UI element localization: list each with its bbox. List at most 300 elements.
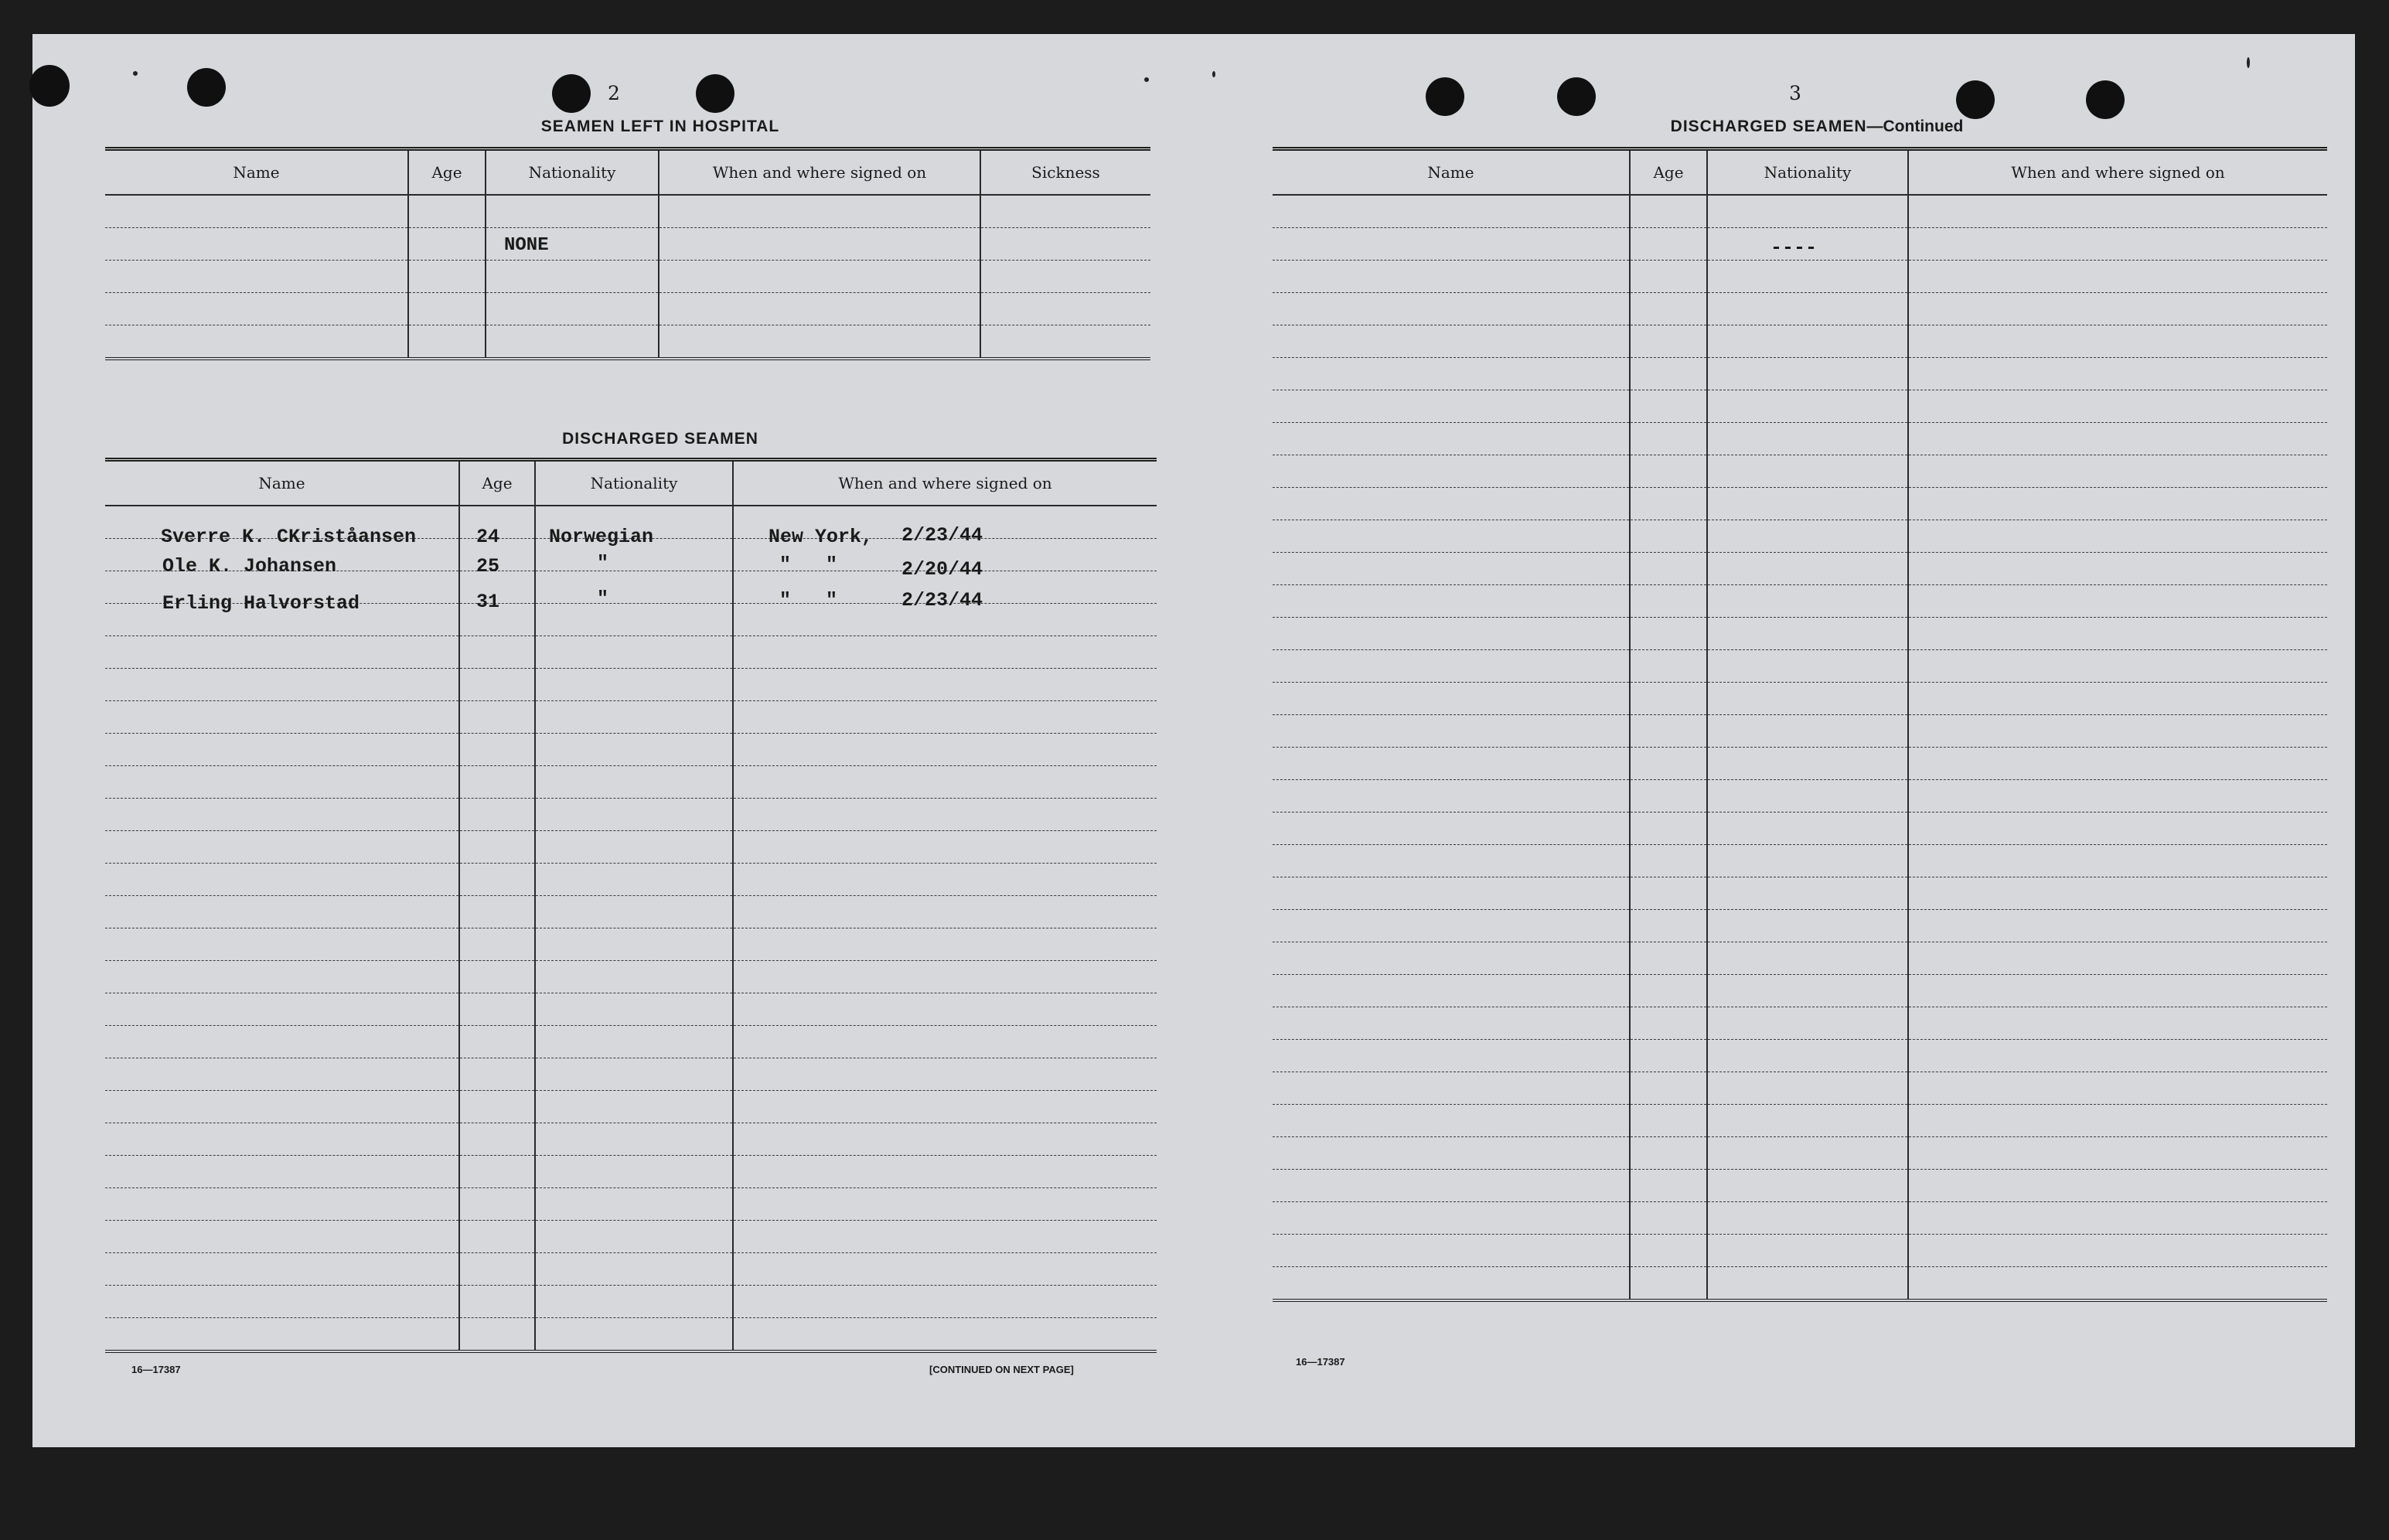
table-cell	[1707, 650, 1908, 683]
table-cell	[459, 1188, 535, 1221]
table-cell	[733, 896, 1157, 928]
table-cell	[733, 734, 1157, 766]
seaman-nationality: "	[597, 588, 609, 610]
table-row	[1273, 1235, 2327, 1267]
table-cell	[459, 799, 535, 831]
table-row	[1273, 618, 2327, 650]
table-cell	[1273, 261, 1630, 293]
table-row	[1273, 520, 2327, 553]
table-cell	[1630, 813, 1707, 845]
table-cell	[1707, 1170, 1908, 1202]
table-cell	[535, 1058, 733, 1091]
table-row	[105, 1058, 1157, 1091]
table-cell	[1273, 877, 1630, 910]
table-cell	[1630, 942, 1707, 975]
table-row	[1273, 910, 2327, 942]
table-cell	[105, 799, 459, 831]
table-row	[105, 864, 1157, 896]
table-cell	[1707, 845, 1908, 877]
table-cell	[105, 896, 459, 928]
col-header-nationality: Nationality	[1707, 149, 1908, 196]
table-cell	[733, 831, 1157, 864]
table-cell	[1273, 520, 1630, 553]
table-cell	[733, 864, 1157, 896]
table-cell	[1630, 1105, 1707, 1137]
table-cell	[1908, 261, 2327, 293]
seaman-age: 25	[476, 555, 500, 578]
table-cell	[1273, 195, 1630, 228]
table-row	[105, 293, 1150, 325]
col-header-sickness: Sickness	[980, 149, 1150, 196]
table-cell	[105, 1286, 459, 1318]
seaman-date: 2/23/44	[901, 524, 983, 547]
continued-note: [CONTINUED ON NEXT PAGE]	[929, 1364, 1074, 1375]
table-cell	[1273, 423, 1630, 455]
table-cell	[535, 636, 733, 669]
table-cell	[105, 1318, 459, 1352]
seaman-date: 2/23/44	[901, 589, 983, 612]
punch-hole	[552, 74, 591, 113]
table-cell	[1707, 942, 1908, 975]
table-cell	[1707, 488, 1908, 520]
discharged-title: DISCHARGED SEAMEN	[562, 430, 758, 448]
table-cell	[1707, 683, 1908, 715]
table-cell	[1630, 650, 1707, 683]
table-cell	[535, 799, 733, 831]
table-row	[105, 1156, 1157, 1188]
table-cell	[733, 993, 1157, 1026]
table-cell	[1273, 1235, 1630, 1267]
table-cell	[459, 1026, 535, 1058]
page-number-left: 2	[608, 82, 620, 104]
table-cell	[1630, 1137, 1707, 1170]
table-row	[1273, 748, 2327, 780]
table-row	[105, 325, 1150, 359]
table-cell	[733, 1253, 1157, 1286]
table-row	[105, 896, 1157, 928]
table-cell	[459, 1286, 535, 1318]
table-cell	[1908, 975, 2327, 1007]
table-cell	[105, 1123, 459, 1156]
table-cell	[1630, 975, 1707, 1007]
table-cell	[459, 961, 535, 993]
table-row	[1273, 390, 2327, 423]
table-cell	[1908, 423, 2327, 455]
table-cell	[1630, 715, 1707, 748]
table-cell	[1908, 845, 2327, 877]
table-cell	[105, 1221, 459, 1253]
table-cell	[105, 993, 459, 1026]
table-cell	[1273, 390, 1630, 423]
table-cell	[1630, 845, 1707, 877]
table-cell	[459, 766, 535, 799]
seaman-nationality: "	[597, 552, 609, 574]
table-cell	[105, 1188, 459, 1221]
table-cell	[1707, 293, 1908, 325]
table-cell	[1707, 748, 1908, 780]
table-cell	[1707, 325, 1908, 358]
table-cell	[1630, 228, 1707, 261]
table-cell	[535, 669, 733, 701]
table-cell	[105, 701, 459, 734]
table-cell	[1273, 813, 1630, 845]
table-cell	[459, 1123, 535, 1156]
table-row	[1273, 553, 2327, 585]
table-cell	[1630, 748, 1707, 780]
table-cell	[733, 1058, 1157, 1091]
hospital-none-entry: NONE	[504, 235, 549, 256]
table-cell	[1273, 910, 1630, 942]
table-cell	[1630, 261, 1707, 293]
table-row	[105, 799, 1157, 831]
table-cell	[1707, 780, 1908, 813]
table-cell	[459, 734, 535, 766]
table-cell	[733, 799, 1157, 831]
table-cell	[1273, 293, 1630, 325]
table-cell	[1908, 1137, 2327, 1170]
table-row	[1273, 942, 2327, 975]
table-cell	[1908, 1040, 2327, 1072]
table-cell	[1630, 553, 1707, 585]
seaman-place: New York,	[769, 526, 874, 548]
table-row	[1273, 1040, 2327, 1072]
table-cell	[535, 1253, 733, 1286]
discharged-continued-title	[1285, 118, 2349, 136]
table-cell	[459, 669, 535, 701]
table-cell	[1707, 1235, 1908, 1267]
table-row	[105, 961, 1157, 993]
seaman-name: Ole K. Johansen	[162, 555, 337, 578]
table-cell	[1908, 813, 2327, 845]
table-cell	[1908, 748, 2327, 780]
table-cell	[535, 864, 733, 896]
table-row	[1273, 358, 2327, 390]
table-cell	[535, 1318, 733, 1352]
table-row	[1273, 715, 2327, 748]
table-cell	[1908, 293, 2327, 325]
table-cell	[459, 636, 535, 669]
table-cell	[1707, 813, 1908, 845]
table-cell	[1273, 650, 1630, 683]
table-cell	[1273, 553, 1630, 585]
table-row	[105, 766, 1157, 799]
table-cell	[1273, 780, 1630, 813]
table-cell	[459, 864, 535, 896]
table-cell	[1273, 1170, 1630, 1202]
table-row	[105, 228, 1150, 261]
table-cell	[1707, 195, 1908, 228]
table-cell	[1273, 1007, 1630, 1040]
table-cell	[1630, 390, 1707, 423]
table-cell	[1707, 715, 1908, 748]
table-cell	[1273, 1072, 1630, 1105]
table-cell	[1630, 618, 1707, 650]
table-cell	[733, 636, 1157, 669]
table-cell	[1908, 1202, 2327, 1235]
table-cell	[1707, 585, 1908, 618]
table-row	[105, 1286, 1157, 1318]
table-cell	[1630, 780, 1707, 813]
col-header-age: Age	[1630, 149, 1707, 196]
table-cell	[535, 896, 733, 928]
table-cell	[1630, 1170, 1707, 1202]
table-cell	[459, 1156, 535, 1188]
table-row	[105, 993, 1157, 1026]
table-cell	[1630, 1267, 1707, 1301]
col-header-signed-on: When and where signed on	[659, 149, 980, 196]
table-cell	[1908, 877, 2327, 910]
punch-hole	[1426, 77, 1464, 116]
seaman-age: 24	[476, 526, 500, 548]
speck	[1212, 71, 1215, 77]
table-cell	[1908, 390, 2327, 423]
table-row	[105, 261, 1150, 293]
table-cell	[535, 1123, 733, 1156]
table-cell	[1707, 261, 1908, 293]
table-cell	[1630, 683, 1707, 715]
table-row	[105, 928, 1157, 961]
table-cell	[1707, 618, 1908, 650]
table-cell	[1707, 1202, 1908, 1235]
table-cell	[105, 831, 459, 864]
seaman-age: 31	[476, 591, 500, 613]
table-cell	[1630, 1007, 1707, 1040]
hospital-table	[105, 147, 1150, 360]
table-cell	[1273, 1040, 1630, 1072]
table-cell	[1273, 325, 1630, 358]
table-cell	[1707, 1072, 1908, 1105]
table-cell	[1630, 358, 1707, 390]
table-cell	[535, 1156, 733, 1188]
table-cell	[1707, 1267, 1908, 1301]
table-cell	[1273, 1105, 1630, 1137]
table-cell	[1908, 585, 2327, 618]
table-cell	[1273, 942, 1630, 975]
table-cell	[459, 1058, 535, 1091]
table-row	[1273, 1105, 2327, 1137]
table-cell	[733, 1026, 1157, 1058]
table-cell	[733, 961, 1157, 993]
table-row	[1273, 455, 2327, 488]
table-cell	[535, 831, 733, 864]
table-row	[1273, 683, 2327, 715]
discharged-continued-table	[1273, 147, 2327, 1302]
table-cell	[105, 1091, 459, 1123]
table-cell	[535, 928, 733, 961]
form-number-left: 16—17387	[131, 1364, 181, 1375]
table-cell	[535, 1091, 733, 1123]
table-row	[105, 831, 1157, 864]
document-sheet	[32, 34, 2355, 1447]
table-row	[1273, 261, 2327, 293]
col-header-signed-on: When and where signed on	[1908, 149, 2327, 196]
table-row	[1273, 325, 2327, 358]
seaman-nationality: Norwegian	[549, 526, 654, 548]
table-cell	[1707, 1105, 1908, 1137]
table-cell	[1630, 520, 1707, 553]
table-cell	[1707, 423, 1908, 455]
col-header-nationality: Nationality	[486, 149, 659, 196]
punch-hole	[696, 74, 734, 113]
table-cell	[459, 831, 535, 864]
table-cell	[1273, 715, 1630, 748]
col-header-age: Age	[408, 149, 486, 196]
table-cell	[1707, 390, 1908, 423]
speck	[133, 71, 138, 76]
table-cell	[1707, 553, 1908, 585]
table-row	[105, 636, 1157, 669]
seaman-name: Erling Halvorstad	[162, 592, 360, 615]
col-header-nationality: Nationality	[535, 460, 733, 506]
punch-hole	[187, 68, 226, 107]
table-cell	[459, 896, 535, 928]
table-cell	[105, 864, 459, 896]
table-row	[1273, 488, 2327, 520]
table-cell	[733, 1286, 1157, 1318]
table-row	[1273, 293, 2327, 325]
table-row	[1273, 1170, 2327, 1202]
table-cell	[459, 1221, 535, 1253]
table-cell	[1908, 455, 2327, 488]
table-cell	[1908, 488, 2327, 520]
table-cell	[1630, 455, 1707, 488]
table-cell	[1707, 520, 1908, 553]
table-cell	[1630, 877, 1707, 910]
table-cell	[1707, 877, 1908, 910]
table-cell	[1908, 715, 2327, 748]
table-cell	[1707, 455, 1908, 488]
table-cell	[1273, 1202, 1630, 1235]
table-row	[105, 1253, 1157, 1286]
table-cell	[1630, 325, 1707, 358]
table-cell	[1908, 683, 2327, 715]
table-cell	[1707, 975, 1908, 1007]
table-cell	[733, 766, 1157, 799]
table-row	[105, 701, 1157, 734]
table-cell	[1707, 910, 1908, 942]
title-continued: —Continued	[1866, 118, 1964, 135]
form-number-right: 16—17387	[1296, 1356, 1345, 1368]
table-cell	[105, 636, 459, 669]
table-cell	[1630, 195, 1707, 228]
table-cell	[733, 1091, 1157, 1123]
table-cell	[459, 1253, 535, 1286]
table-cell	[733, 1221, 1157, 1253]
table-cell	[1630, 293, 1707, 325]
table-cell	[1908, 618, 2327, 650]
table-cell	[1630, 1202, 1707, 1235]
table-cell	[459, 701, 535, 734]
punch-hole	[29, 65, 70, 107]
table-cell	[1273, 975, 1630, 1007]
table-cell	[1630, 1040, 1707, 1072]
table-row	[1273, 845, 2327, 877]
table-cell	[1908, 228, 2327, 261]
hospital-title: SEAMEN LEFT IN HOSPITAL	[540, 118, 780, 135]
table-cell	[1908, 650, 2327, 683]
table-cell	[1908, 1267, 2327, 1301]
col-header-name: Name	[105, 149, 408, 196]
table-cell	[1630, 1072, 1707, 1105]
table-cell	[733, 669, 1157, 701]
table-row	[1273, 1202, 2327, 1235]
table-cell	[733, 1188, 1157, 1221]
table-cell	[105, 669, 459, 701]
table-cell	[535, 1221, 733, 1253]
punch-hole	[1956, 80, 1995, 119]
punch-hole	[2086, 80, 2125, 119]
table-cell	[1273, 1267, 1630, 1301]
table-cell	[1908, 358, 2327, 390]
seaman-place: " "	[779, 589, 838, 612]
table-row	[1273, 1007, 2327, 1040]
table-cell	[1630, 585, 1707, 618]
table-cell	[535, 1188, 733, 1221]
table-cell	[105, 1026, 459, 1058]
table-cell	[1273, 358, 1630, 390]
table-cell	[1908, 780, 2327, 813]
col-header-age: Age	[459, 460, 535, 506]
table-cell	[1707, 358, 1908, 390]
table-cell	[459, 928, 535, 961]
table-cell	[1908, 1105, 2327, 1137]
table-cell	[535, 734, 733, 766]
table-cell	[1707, 1040, 1908, 1072]
table-cell	[1908, 195, 2327, 228]
table-cell	[1273, 228, 1630, 261]
table-cell	[733, 928, 1157, 961]
table-cell	[105, 961, 459, 993]
table-cell	[1630, 910, 1707, 942]
table-cell	[1273, 585, 1630, 618]
table-cell	[733, 1123, 1157, 1156]
table-cell	[1273, 845, 1630, 877]
table-cell	[1908, 1170, 2327, 1202]
table-cell	[1273, 455, 1630, 488]
table-cell	[733, 701, 1157, 734]
table-row	[1273, 813, 2327, 845]
table-cell	[1908, 553, 2327, 585]
table-cell	[535, 993, 733, 1026]
table-cell	[1908, 520, 2327, 553]
table-row	[1273, 1267, 2327, 1301]
table-cell	[1273, 683, 1630, 715]
table-cell	[105, 928, 459, 961]
seaman-place: " "	[779, 554, 838, 576]
table-row	[105, 669, 1157, 701]
table-cell	[1908, 1072, 2327, 1105]
table-row	[1273, 975, 2327, 1007]
table-row	[1273, 1137, 2327, 1170]
table-cell	[105, 766, 459, 799]
col-header-signed-on: When and where signed on	[733, 460, 1157, 506]
table-cell	[535, 766, 733, 799]
table-cell	[105, 734, 459, 766]
table-row	[1273, 1072, 2327, 1105]
table-cell	[733, 1318, 1157, 1352]
table-row	[105, 1188, 1157, 1221]
table-cell	[1707, 1007, 1908, 1040]
table-cell	[535, 1026, 733, 1058]
table-row	[105, 734, 1157, 766]
table-cell	[459, 1318, 535, 1352]
table-cell	[105, 1156, 459, 1188]
speck	[1144, 77, 1149, 82]
table-cell	[459, 1091, 535, 1123]
table-cell	[459, 993, 535, 1026]
table-cell	[1908, 1235, 2327, 1267]
seaman-name: Sverre K. CKriståansen	[161, 526, 417, 548]
